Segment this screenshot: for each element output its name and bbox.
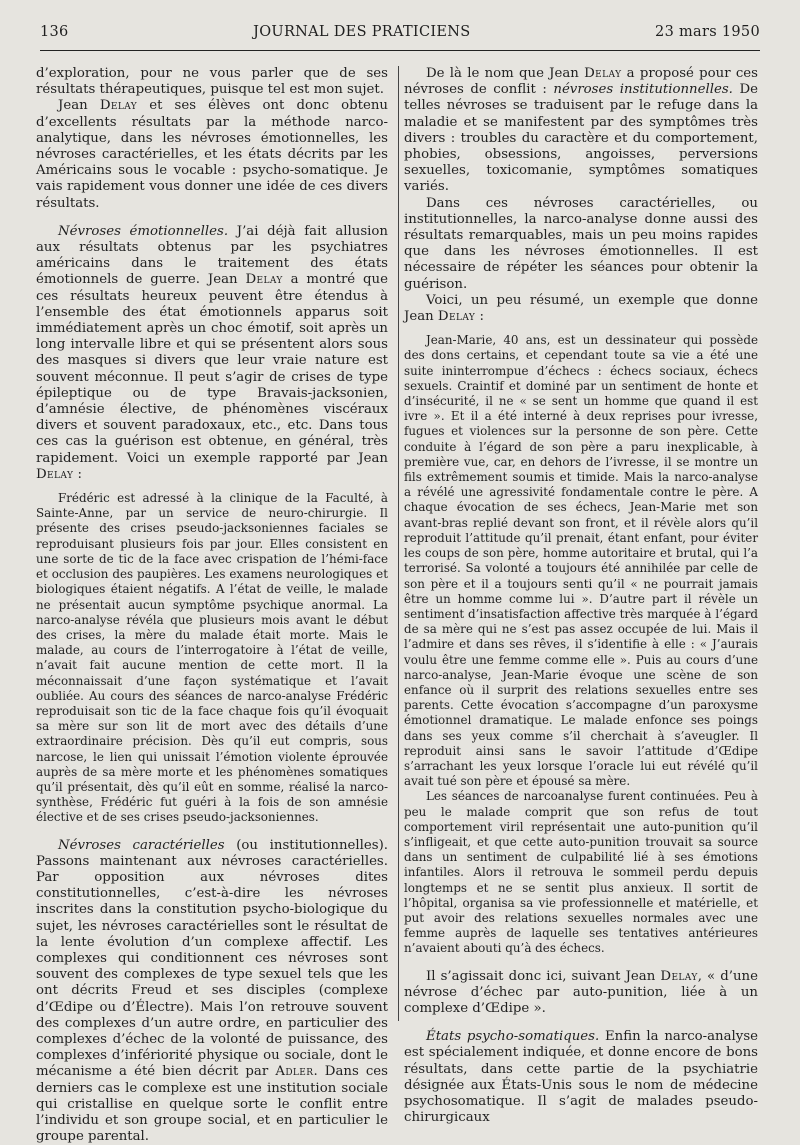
author-name: Delay: [584, 66, 622, 81]
paragraph: Dans ces névroses caractérielles, ou institutionnelles, la narco-analyse donne aussi des résultats remarquables, mais un peu moins rapides que dans les névroses émotionnelles. Il est nécessaire de répéter les séances pour obtenir la guérison.: [404, 195, 758, 292]
author-name: Adler: [275, 1064, 314, 1080]
author-name: Delay: [99, 98, 138, 114]
author-name: Delay: [437, 309, 476, 325]
section-paragraph: États psycho-somatiques. Enfin la narco-analyse est spécialement indiquée, et donne encore de bons résultats, dans cette partie de la psychiatrie désignée aux États-Unis sous le nom de médecine psychosomatique. Il s’agit de malades pseudo-chirurgicaux: [404, 1029, 759, 1126]
column-divider: [398, 66, 399, 1021]
emphasis: névroses institutionnelles.: [553, 82, 733, 98]
section-title: Névroses caractérielles: [58, 837, 225, 853]
running-header: [40, 24, 760, 46]
left-column: [36, 66, 388, 1145]
paragraph: Il s’agissait donc ici, suivant Jean Delay, « d’une névrose d’échec par auto-punition, liée à un complexe d’Œdipe ».: [404, 968, 758, 1016]
paragraph: Voici, un peu résumé, un exemple que donne Jean Delay :: [404, 292, 758, 325]
paragraph: De là le nom que Jean Delay a proposé pour ces névroses de conflit : névroses institutionnelles. De telles névroses se traduisent par le refuge dans la maladie et se manifestent par des symptômes très divers : troubles du caractère et du comportement, phobies, obsessions, angoisses, perversions sexuelles, toxicomanie, symptômes somatiques variés.: [404, 66, 759, 195]
paragraph: d’exploration, pour ne vous parler que de ses résultats thérapeutiques, puisque tel est mon sujet.: [36, 66, 388, 98]
journal-title: JOURNAL DES PRATICIENS: [253, 24, 471, 40]
author-name: Delay: [36, 466, 74, 482]
case-report: Jean-Marie, 40 ans, est un dessinateur qui possède des dons certains, et cependant toute sa vie a été une suite ininterrompue d’échecs : échecs sociaux, échecs sexuels. Craintif et dominé par un sentiment de honte et d’insécurité, il ne « se sent un homme que quand il est ivre ». Et il a été interné à deux reprises pour ivresse, fugues et violences sur la personne de son père. Cette conduite à l’égard de son père a paru inexplicable, à première vue, car, en dehors de l’ivresse, il se montre un fils extrêmement soumis et timide. Mais la narco-analyse a révélé une agressivité fondamentale contre le père. A chaque évocation de ses échecs, Jean-Marie met son avant-bras replié devant son front, et il révèle alors qu’il reproduit l’attitude qu’il prenait, étant enfant, pour éviter les coups de son père, homme autoritaire et brutal, qui l’a terrorisé. Sa volonté a toujours été annihilée par celle de son père et il a toujours senti qu’il « ne pourrait jamais être un homme comme lui ». D’autre part il révèle un sentiment d’insatisfaction affective très marquée à l’égard de sa mère qui ne s’est pas assez occupée de lui. Mais il l’admire et dans ses rêves, il s’identifie à elle : « J’aurais voulu être une femme comme elle ». Puis au cours d’une narco-analyse, Jean-Marie évoque une scène de son enfance où il surprit des relations sexuelles entre ses parents. Cette évocation s’accompagne d’un paroxysme émotionnel dramatique. Le malade enfonce ses poings dans ses yeux comme s’il cherchait à s’aveugler. Il reproduit ainsi sans le savoir l’attitude d’Œdipe s’arrachant les yeux lorsque l’oracle lui eut révélé qu’il avait tué son père et épousé sa mère.: [404, 333, 758, 789]
header-rule: [40, 50, 760, 51]
case-report-continued: Les séances de narcoanalyse furent continuées. Peu à peu le malade comprit que son refus de tout comportement viril représentait une auto-punition qu’il s’infligeait, et que cette auto-punition trouvait sa source dans un sentiment de culpabilité lié à ses émotions infantiles. Alors il retrouva le sommeil perdu depuis longtemps et ne se sentit plus anxieux. Il sortit de l’hôpital, organisa sa vie professionnelle et matérielle, et put avoir des relations sexuelles normales avec une femme auprès de laquelle ses tentatives antérieures n’avaient abouti qu’à des échecs.: [404, 789, 758, 956]
author-name: Delay: [660, 968, 698, 984]
section-paragraph: Névroses émotionnelles. J’ai déjà fait allusion aux résultats obtenus par les psychiatres américains dans le traitement des états émotionnels de guerre. Jean Delay a montré que ces résultats heureux peuvent être étendus à l’ensemble des état émotionnels apparus soit immédiatement après un choc émotif, soit après un long intervalle libre et qui se présentent alors sous des masques si divers que leur vraie nature est souvent méconnue. Il peut s’agir de crises de type épileptique ou de type Bravais-jacksonien, d’amnésie élective, de phénomènes viscéraux divers et souvent paradoxaux, etc., etc. Dans tous ces cas la guérison est obtenue, en général, très rapidement. Voici un exemple rapporté par Jean Delay :: [36, 223, 388, 482]
section-title: Névroses émotionnelles.: [58, 223, 229, 239]
page-number: 136: [40, 24, 69, 40]
issue-date: 23 mars 1950: [655, 24, 760, 40]
author-name: Delay: [245, 272, 283, 288]
right-column: [404, 66, 759, 1126]
paragraph: Jean Delay et ses élèves ont donc obtenu d’excellents résultats par la méthode narco-analytique, dans les névroses émotionnelles, les névroses caractérielles, et les états décrits par les Américains sous le vocable : psycho-somatique. Je vais rapidement vous donner une idée de ces divers résultats.: [36, 98, 388, 211]
section-paragraph: Névroses caractérielles (ou institutionnelles). Passons maintenant aux névroses caractérielles. Par opposition aux névroses dites constitutionnelles, c’est-à-dire les névroses inscrites dans la constitution psycho-biologique du sujet, les névroses caractérielles sont le résultat de la lente évolution d’un complexe affectif. Les complexes qui conditionnent ces névroses sont souvent des complexes de type sexuel tels que les ont décrits Freud et ses disciples (complexe d’Œdipe ou d’Électre). Mais l’on retrouve souvent des complexes d’un autre ordre, en particulier des complexes d’échec de la volonté de puissance, des complexes d’infériorité physique ou sociale, dont le mécanisme a été bien décrit par Adler. Dans ces derniers cas le complexe est une institution sociale qui cristallise en quelque sorte le conflit entre l’individu et son groupe social, et en particulier le groupe parental.: [36, 837, 388, 1145]
case-report: Frédéric est adressé à la clinique de la Faculté, à Sainte-Anne, par un service de neuro-chirurgie. Il présente des crises pseudo-jacksoniennes faciales se reproduisant plusieurs fois par jour. Elles consistent en une sorte de tic de la face avec crispation de l’hémi-face et occlusion des paupières. Les examens neurologiques et biologiques étaient négatifs. A l’état de veille, le malade ne présentait aucun symptôme psychique anormal. La narco-analyse révéla que plusieurs mois avant le début des crises, la mère du malade était morte. Mais le malade, au cours de l’interrogatoire à l’état de veille, n’avait fait aucune mention de cette mort. Il la méconnaissait d’une façon systématique et l’avait oubliée. Au cours des séances de narco-analyse Frédéric reproduisait son tic de la face chaque fois qu’il évoquait sa mère sur son lit de mort avec des détails d’une extraordinaire précision. Dès qu’il eut compris, sous narcose, le lien qui unissait l’émotion violente éprouvée auprès de sa mère morte et les phénomènes somatiques qu’il présentait, dès qu’il eût en somme, réalisé la narco-synthèse, Frédéric fut guéri à la fois de son amnésie élective et de ses crises pseudo-jacksoniennes.: [36, 491, 388, 825]
section-title: États psycho-somatiques.: [426, 1029, 600, 1045]
